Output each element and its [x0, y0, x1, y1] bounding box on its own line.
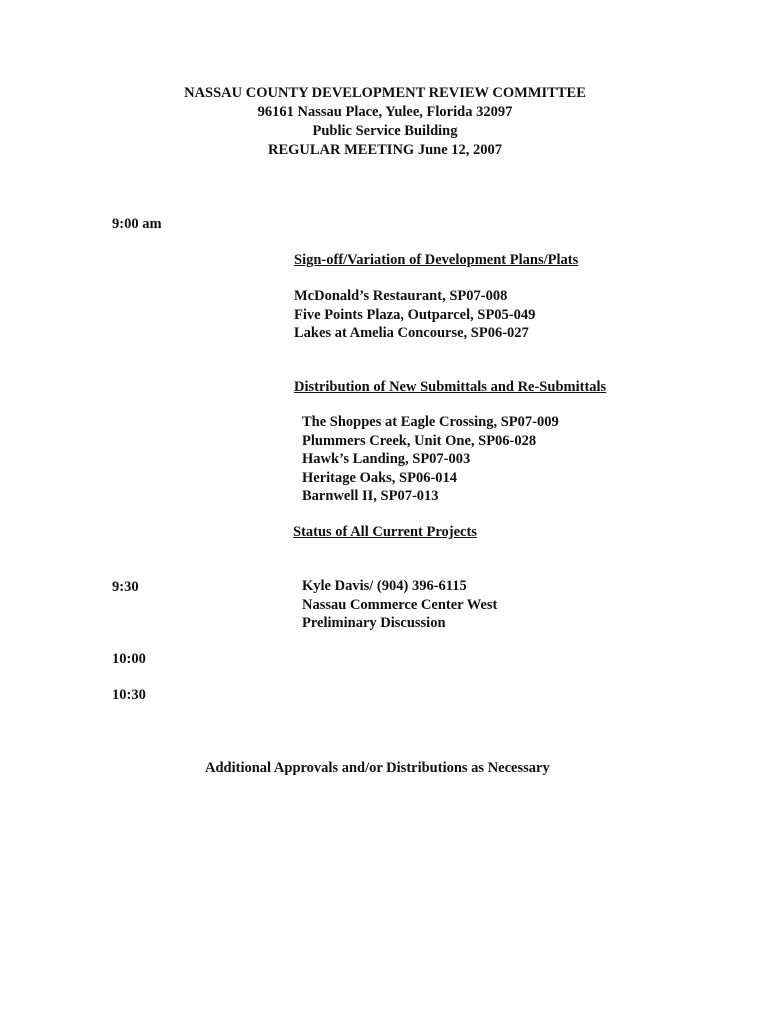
purpose-line: Preliminary Discussion — [302, 615, 446, 631]
additional-approvals-note: Additional Approvals and/or Distributions as Necessary — [205, 760, 550, 776]
section-signoff-list — [294, 287, 535, 343]
list-item: Barnwell II, SP07-013 — [302, 488, 439, 504]
meeting-date: REGULAR MEETING June 12, 2007 — [267, 142, 503, 158]
address-line: 96161 Nassau Place, Yulee, Florida 32097 — [257, 104, 513, 120]
section-distribution-list — [302, 413, 559, 506]
list-item: Hawk’s Landing, SP07-003 — [302, 451, 471, 467]
time-10-00: 10:00 — [112, 651, 146, 667]
project-line: Nassau Commerce Center West — [302, 596, 498, 613]
item-930-details — [302, 577, 497, 633]
list-item: Plummers Creek, Unit One, SP06-028 — [302, 432, 537, 449]
committee-title: NASSAU COUNTY DEVELOPMENT REVIEW COMMITTEE — [184, 85, 586, 101]
list-item: The Shoppes at Eagle Crossing, SP07-009 — [302, 414, 559, 430]
list-item: McDonald’s Restaurant, SP07-008 — [294, 288, 508, 304]
section-signoff-title: Sign-off/Variation of Development Plans/Plats — [294, 252, 579, 268]
section-status-title: Status of All Current Projects — [293, 524, 477, 540]
time-9-30: 9:30 — [112, 579, 139, 595]
contact-line: Kyle Davis/ (904) 396-6115 — [302, 578, 467, 594]
time-10-30: 10:30 — [112, 687, 146, 703]
list-item: Five Points Plaza, Outparcel, SP05-049 — [294, 306, 536, 323]
building-name: Public Service Building — [312, 123, 458, 139]
time-9-00: 9:00 am — [112, 216, 162, 232]
list-item: Heritage Oaks, SP06-014 — [302, 469, 458, 486]
section-distribution-title: Distribution of New Submittals and Re-Submittals — [294, 379, 607, 395]
document-header — [0, 84, 770, 160]
list-item: Lakes at Amelia Concourse, SP06-027 — [294, 325, 529, 341]
